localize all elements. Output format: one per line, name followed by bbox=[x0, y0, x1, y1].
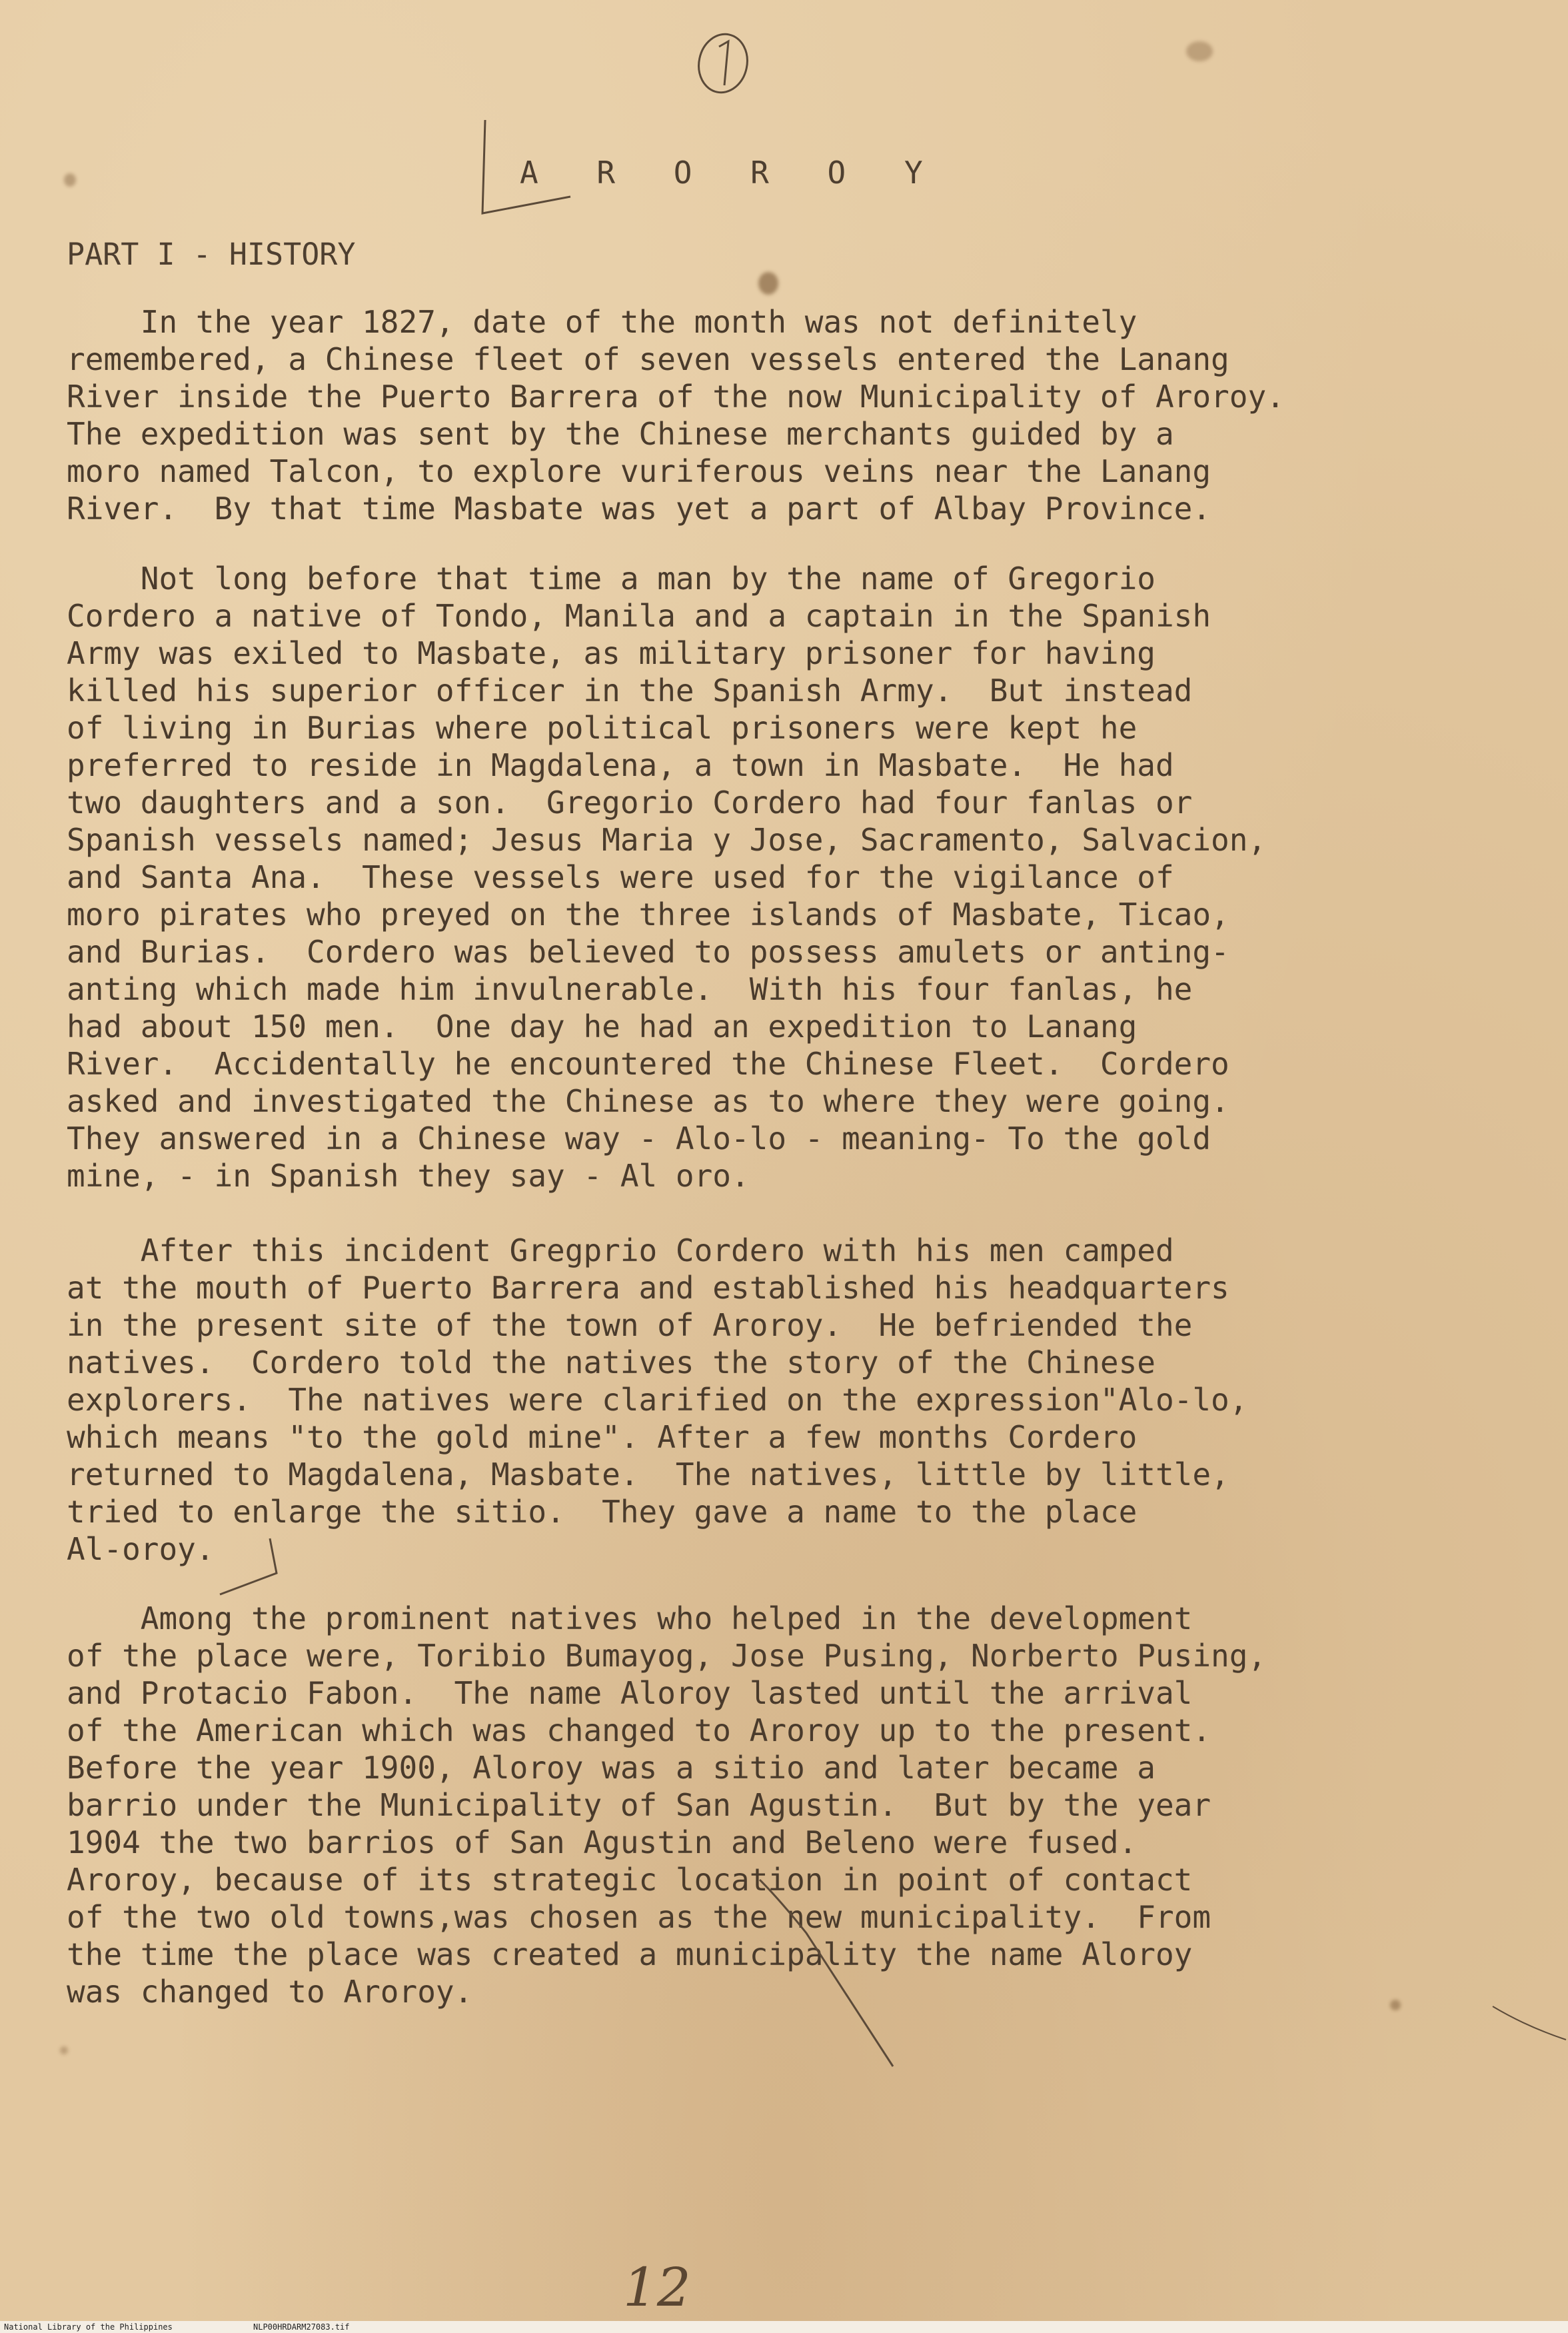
text-line: and Protacio Fabon. The name Aloroy lasted until the arrival bbox=[67, 1675, 1193, 1711]
text-line: mine, - in Spanish they say - Al oro. bbox=[67, 1158, 750, 1194]
pen-margin-stroke bbox=[1493, 2006, 1566, 2040]
text-line: which means "to the gold mine". After a few months Cordero bbox=[67, 1419, 1138, 1455]
ink-stain bbox=[758, 272, 778, 295]
text-line: barrio under the Municipality of San Agustin. But by the year bbox=[67, 1787, 1211, 1823]
text-line: After this incident Gregprio Cordero with his men camped bbox=[67, 1232, 1174, 1268]
text-line: The expedition was sent by the Chinese merchants guided by a bbox=[67, 416, 1174, 452]
text-line: River inside the Puerto Barrera of the now Municipality of Aroroy. bbox=[67, 379, 1285, 415]
text-line: Spanish vessels named; Jesus Maria y Jose, Sacramento, Salvacion, bbox=[67, 822, 1267, 858]
scan-footer-strip bbox=[0, 2321, 1568, 2333]
text-line: returned to Magdalena, Masbate. The natives, little by little, bbox=[67, 1456, 1229, 1492]
footer-institution: National Library of the Philippines bbox=[4, 2322, 173, 2332]
text-line: moro named Talcon, to explore vuriferous veins near the Lanang bbox=[67, 453, 1211, 489]
text-line: two daughters and a son. Gregorio Cordero had four fanlas or bbox=[67, 785, 1193, 821]
ink-stain bbox=[60, 2046, 68, 2054]
ink-stain bbox=[64, 173, 76, 187]
text-line: at the mouth of Puerto Barrera and established his headquarters bbox=[67, 1270, 1229, 1306]
text-line: Al-oroy. bbox=[67, 1531, 215, 1567]
text-line: and Burias. Cordero was believed to possess amulets or anting- bbox=[67, 934, 1229, 970]
text-line: remembered, a Chinese fleet of seven vessels entered the Lanang bbox=[67, 341, 1229, 377]
text-line: explorers. The natives were clarified on the expression"Alo-lo, bbox=[67, 1382, 1248, 1418]
text-line: They answered in a Chinese way - Alo-lo - meaning- To the gold bbox=[67, 1121, 1211, 1157]
text-line: River. Accidentally he encountered the Chinese Fleet. Cordero bbox=[67, 1046, 1229, 1082]
page-number: 12 bbox=[623, 2256, 691, 2318]
text-line: natives. Cordero told the natives the story of the Chinese bbox=[67, 1344, 1156, 1380]
text-line: was changed to Aroroy. bbox=[67, 1974, 473, 2010]
text-line: Before the year 1900, Aloroy was a sitio and later became a bbox=[67, 1750, 1156, 1786]
text-line: 1904 the two barrios of San Agustin and Beleno were fused. bbox=[67, 1824, 1138, 1860]
paragraph-2 bbox=[67, 560, 1519, 1194]
text-line: the time the place was created a municipality the name Aloroy bbox=[67, 1936, 1193, 1972]
text-line: anting which made him invulnerable. With his four fanlas, he bbox=[67, 971, 1193, 1007]
document-title: A R O R O Y bbox=[520, 155, 943, 191]
paragraph-1 bbox=[67, 303, 1519, 527]
text-line: of the American which was changed to Aroroy up to the present. bbox=[67, 1712, 1211, 1748]
ink-stain bbox=[1186, 41, 1213, 61]
text-line: In the year 1827, date of the month was not definitely bbox=[67, 304, 1138, 340]
footer-file-id: NLP00HRDARM27083.tif bbox=[253, 2322, 350, 2332]
handwritten-folio-mark bbox=[690, 27, 756, 100]
text-line: of living in Burias where political prisoners were kept he bbox=[67, 710, 1138, 746]
text-line: preferred to reside in Magdalena, a town in Masbate. He had bbox=[67, 747, 1174, 783]
text-line: Aroroy, because of its strategic location in point of contact bbox=[67, 1862, 1193, 1898]
text-line: in the present site of the town of Aroroy. He befriended the bbox=[67, 1307, 1193, 1343]
part-heading: PART I - HISTORY bbox=[67, 237, 356, 272]
text-line: of the place were, Toribio Bumayog, Jose Pusing, Norberto Pusing, bbox=[67, 1638, 1267, 1674]
text-line: had about 150 men. One day he had an expedition to Lanang bbox=[67, 1009, 1138, 1045]
text-line: and Santa Ana. These vessels were used for the vigilance of bbox=[67, 859, 1174, 895]
text-line: Cordero a native of Tondo, Manila and a captain in the Spanish bbox=[67, 598, 1211, 634]
text-line: Among the prominent natives who helped in the development bbox=[67, 1600, 1193, 1636]
text-line: River. By that time Masbate was yet a part of Albay Province. bbox=[67, 491, 1211, 527]
text-line: tried to enlarge the sitio. They gave a name to the place bbox=[67, 1494, 1138, 1530]
paragraph-4 bbox=[67, 1600, 1519, 2010]
text-line: killed his superior officer in the Spanish Army. But instead bbox=[67, 673, 1193, 709]
text-line: asked and investigated the Chinese as to where they were going. bbox=[67, 1083, 1229, 1119]
text-line: Army was exiled to Masbate, as military prisoner for having bbox=[67, 635, 1156, 671]
text-line: of the two old towns,was chosen as the new municipality. From bbox=[67, 1899, 1211, 1935]
paragraph-3 bbox=[67, 1232, 1519, 1568]
text-line: moro pirates who preyed on the three islands of Masbate, Ticao, bbox=[67, 897, 1229, 933]
text-line: Not long before that time a man by the name of Gregorio bbox=[67, 561, 1156, 597]
